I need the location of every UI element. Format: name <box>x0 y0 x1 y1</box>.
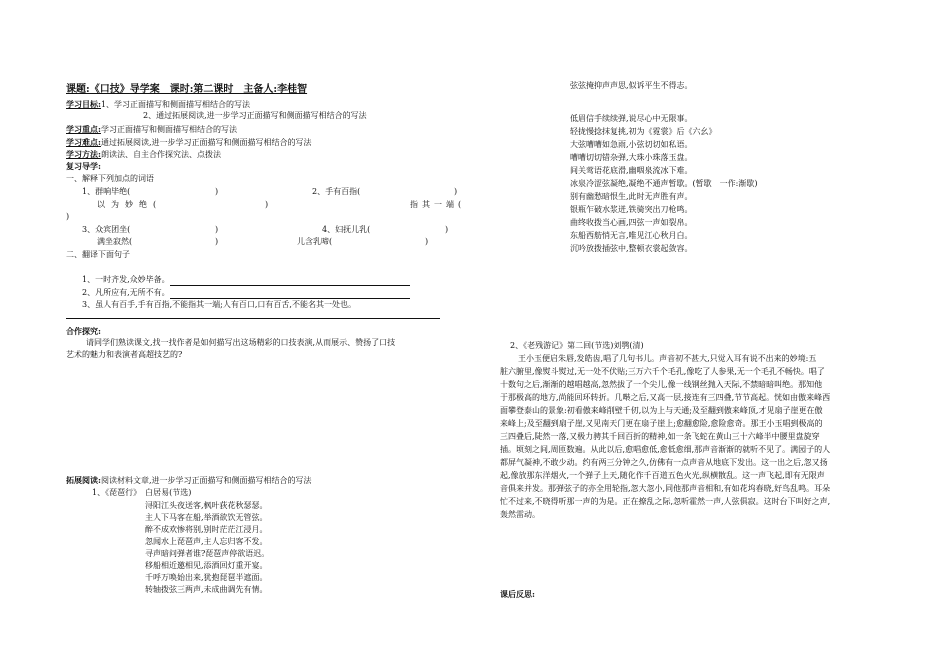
coop-text-1: 请同学们熟读课文,找一找作者是如何描写出这场精彩的口技表演,从而展示、赞扬了口技 <box>86 338 396 347</box>
poem-line: 移船相近邀相见,添酒回灯重开宴。 <box>145 561 268 570</box>
sentence-3: 3、虽人有百手,手有百指,不能指其一端;人有百口,口有百舌,不能名其一处也。 <box>82 300 356 309</box>
method-text: 朗读法、自主合作探究法、点拨法 <box>100 150 221 159</box>
section-2-heading: 二、翻译下面句子 <box>66 250 130 259</box>
prose-title: 2、《老残游记》第二回(节选)刘鹗(清) <box>510 341 644 350</box>
key-label: 学习重点: <box>66 124 101 134</box>
poem-line: 弦弦掩抑声声思,似诉平生不得志。 <box>570 81 693 90</box>
poem-line: 大弦嘈嘈如急雨,小弦切切如私语。 <box>570 140 693 149</box>
ext-text: 阅读材料文章,进一步学习正面描写和侧面描写相结合的写法 <box>100 476 312 485</box>
review-label: 复习导学: <box>66 161 101 171</box>
word-item-2: 2、手有百指( <box>312 187 361 196</box>
prose-line: 王小玉便启朱唇,发皓齿,唱了几句书儿。声音初不甚大,只觉入耳有说不出来的妙境:五 <box>518 354 817 363</box>
poem-line: 嘈嘈切切错杂弹,大珠小珠落玉盘。 <box>570 153 693 162</box>
prose-line: 都屏气凝神,不敢少动。约有两三分钟之久,仿佛有一点声音从地底下发出。这一出之后,忽又扬 <box>500 458 828 467</box>
poem-line: 忽闻水上琵琶声,主人忘归客不发。 <box>145 537 268 546</box>
poem-line: 曲终收拨当心画,四弦一声如裂帛。 <box>570 218 693 227</box>
sentence-2-text: 2、凡所应有,无所不有。 <box>82 288 170 297</box>
poem-line: 寻声暗问弹者谁?琵琶声停欲语迟。 <box>145 549 270 558</box>
poem-line: 东船西舫悄无言,唯见江心秋月白。 <box>570 231 693 240</box>
poem-line: 间关莺语花底滑,幽咽泉流冰下难。 <box>570 166 693 175</box>
poem-title: 1、《琵琶行》 白居易(节选) <box>92 488 192 497</box>
poem-line: 轻拢慢捻抹复挑,初为《霓裳》后《六幺》 <box>570 127 717 136</box>
paren-close: ) <box>66 212 70 221</box>
objective-1: 1、学习正面描写和侧面描写相结合的写法 <box>100 100 251 109</box>
objectives-label: 学习目标: <box>66 99 101 109</box>
prose-line: 起,像放那东洋烟火,一个弹子上天,随化作千百道五色火光,纵横散乱。这一声飞起,即有无限声 <box>500 471 825 480</box>
sentence-2 <box>82 287 410 299</box>
poem-line: 低眉信手续续弹,说尽心中无限事。 <box>570 114 693 123</box>
poem-line: 银瓶乍破水浆迸,铁骑突出刀枪鸣。 <box>570 205 693 214</box>
key-row <box>66 123 237 136</box>
answer-line[interactable] <box>170 289 410 299</box>
method-label: 学习方法: <box>66 149 101 159</box>
reflection-label: 课后反思: <box>500 589 535 599</box>
difficulty-label: 学习难点: <box>66 137 101 147</box>
poem-line: 冰泉冷涩弦凝绝,凝绝不通声暂歇。(暂歇 一作:渐歇) <box>570 179 758 188</box>
poem-line: 千呼万唤始出来,犹抱琵琶半遮面。 <box>145 573 268 582</box>
prose-line: 十数句之后,渐渐的越唱越高,忽然拔了一个尖儿,像一线钢丝抛入天际,不禁暗暗叫绝。那知他 <box>500 380 823 389</box>
objective-2: 2、通过拓展阅读,进一步学习正面描写和侧面描写相结合的写法 <box>143 111 367 120</box>
sentence-1 <box>82 274 410 286</box>
key-text: 学习正面描写和侧面描写相结合的写法 <box>100 125 237 134</box>
poem-line: 转轴拨弦三两声,未成曲调先有情。 <box>145 585 268 594</box>
prose-line: 忙不过来,不晓得听那一声的为是。正在撩乱之际,忽听霍然一声,人弦俱寂。这时台下叫好之声, <box>500 497 831 506</box>
prose-line: 插。顷刻之间,周匝数遍。从此以后,愈唱愈低,愈低愈细,那声音渐渐的就听不见了。满园子的人 <box>500 445 831 454</box>
ext-label: 拓展阅读: <box>66 475 101 485</box>
word-item-6: 4、妇抚儿乳( <box>322 225 371 234</box>
word-item-7: 满坐寂然( <box>97 237 133 246</box>
coop-label: 合作探究: <box>66 326 101 336</box>
word-item-4: 指其一端( <box>410 200 466 209</box>
poem-line: 主人下马客在船,举酒欲饮无管弦。 <box>145 513 268 522</box>
paren-close: ) <box>265 200 269 209</box>
page-title: 课题:《口技》导学案 课时:第二课时 主备人:李桂智 <box>66 84 308 95</box>
section-1-heading: 一、解释下列加点的词语 <box>66 174 154 183</box>
difficulty-text: 通过拓展阅读,进一步学习正面描写和侧面描写相结合的写法 <box>100 138 312 147</box>
coop-text-2: 艺术的魅力和表演者高超技艺的? <box>66 350 183 359</box>
prose-line: 于那极高的地方,尚能回环转折。几啭之后,又高一层,接连有三四叠,节节高起。恍如由傲来峰西 <box>500 393 831 402</box>
prose-line: 轰然雷动。 <box>500 510 540 519</box>
paren-close: ) <box>215 225 219 234</box>
prose-line: 脏六腑里,像熨斗熨过,无一处不伏贴;三万六千个毛孔,像吃了人参果,无一个毛孔不畅快。唱了 <box>500 367 825 376</box>
prose-line: 音俱来并发。那弹弦子的亦全用轮指,忽大忽小,同他那声音相和,有如花坞春晓,好鸟乱鸣。耳朵 <box>500 484 831 493</box>
word-item-1: 1、群响毕绝( <box>82 187 131 196</box>
answer-line[interactable] <box>66 318 440 319</box>
answer-line[interactable] <box>170 276 410 286</box>
prose-line: 面攀登泰山的景象:初看傲来峰削壁千仞,以为上与天通;及至翻到傲来峰顶,才见扇子崖更在傲 <box>500 406 823 415</box>
poem-line: 别有幽愁暗恨生,此时无声胜有声。 <box>570 192 693 201</box>
paren-close: ) <box>445 225 449 234</box>
ext-row <box>66 474 312 487</box>
paren-close: ) <box>215 237 219 246</box>
prose-line: 三四叠后,陡然一落,又极力骋其千回百折的精神,如一条飞蛇在黄山三十六峰半中腰里盘旋穿 <box>500 432 820 441</box>
paren-close: ) <box>425 237 429 246</box>
word-item-8: 儿含乳啼( <box>297 237 333 246</box>
poem-line: 浔阳江头夜送客,枫叶荻花秋瑟瑟。 <box>145 501 268 510</box>
poem-line: 沉吟放拨插弦中,整顿衣裳起敛容。 <box>570 244 693 253</box>
poem-line: 醉不成欢惨将别,别时茫茫江浸月。 <box>145 525 268 534</box>
prose-line: 来峰上;及至翻到扇子崖,又见南天门更在扇子崖上;愈翻愈险,愈险愈奇。那王小玉唱到极高的 <box>500 419 823 428</box>
sentence-1-text: 1、一时齐发,众妙毕备。 <box>82 275 170 284</box>
word-item-3: 以为妙绝( <box>97 200 163 209</box>
paren-close: ) <box>215 187 219 196</box>
paren-close: ) <box>454 187 458 196</box>
word-item-5: 3、众宾团坐( <box>82 225 131 234</box>
